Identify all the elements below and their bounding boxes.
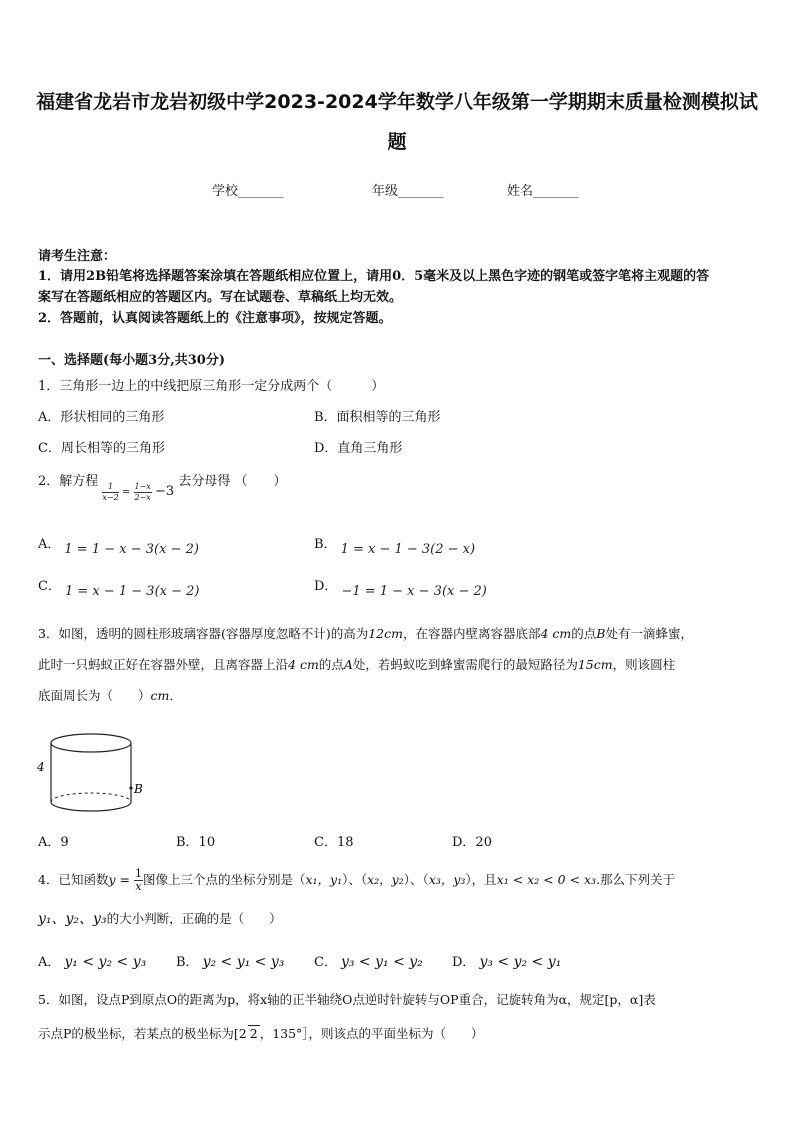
q2-option-b-label: B． [314,537,337,552]
q2-suffix: 去分母得 （ ） [178,474,287,489]
q2-option-c-math: 1 = x − 1 − 3(x − 2) [64,584,200,599]
q3-point-b: B [596,626,606,641]
q1-option-c: C．周长相等的三角形 [38,441,165,456]
q4-option-c-math: y₃ < y₁ < y₂ [340,954,423,970]
q4-text: 的大小判断，正确的是（ ） [106,911,282,926]
q2-option-d [314,575,487,599]
q2-equals: = [121,487,131,498]
q5-line1: 5．如图，设点P到原点O的距离为p，将x轴的正半轴绕O点逆时针旋转与OP重合，记旋转角为α，规定[p，α]表 [38,992,656,1007]
q1-option-a: A．形状相同的三角形 [38,410,165,425]
notice-item1a: 1．请用2B铅笔将选择题答案涂填在答题纸相应位置上，请用0．5毫米及以上黑色字迹的钢笔或签字笔将主观题的答 [38,269,710,284]
q5-text: ，135°］，则该点的平面坐标为（ ） [259,1026,484,1041]
q4-frac-den: x [135,880,142,893]
q2-option-c-label: C． [38,579,61,594]
q5-line2 [38,1024,484,1042]
q2-prefix: 2．解方程 [38,474,99,489]
q3-distance-a: 4 cm [288,657,319,672]
q3-text: 底面周长为（ ） [38,688,151,703]
cylinder-bottom-front [51,802,131,811]
notice-heading: 请考生注意： [38,249,117,264]
section-heading: 一、选择题(每小题3分,共30分) [38,353,225,368]
q4-text: 图像上三个点的坐标分别是（ [142,872,306,887]
q4-option-c [314,951,423,970]
cylinder-bottom-back [51,793,131,802]
q4-condition: x₁ < x₂ < 0 < x₃ [496,872,597,887]
figure-label-b: B [134,782,143,796]
q3-text: ，在容器内壁离容器底部 [402,626,541,641]
q2-option-c [38,575,200,599]
cylinder-figure [36,728,156,828]
q2-frac2 [134,482,152,503]
q4-point1: x₁，y₁ [305,872,343,887]
notice-item1b: 案写在答题纸相应的答题区内。写在试题卷、草稿纸上均无效。 [38,290,403,305]
q4-point3: x₃，y₃ [428,872,466,887]
q4-option-a-label: A． [38,955,61,970]
q3-option-a: A．9 [38,835,69,850]
q3-text: 的点 [571,626,597,641]
school-field: 学校_______ [212,184,284,199]
q1-stem: 1．三角形一边上的中线把原三角形一定分成两个（ ） [38,379,385,394]
q1-option-b: B．面积相等的三角形 [314,410,441,425]
q3-option-b: B．10 [176,835,216,850]
q2-equation [102,482,174,503]
q4-text: ）、（ [403,872,429,887]
q2-frac1-num: 1 [102,482,118,493]
q3-line1 [38,624,693,642]
q4-option-b [176,951,284,970]
figure-label-a: 4 [37,760,45,774]
q4-option-d-math: y₃ < y₂ < y₁ [479,954,562,970]
exam-title-line2: 题 [387,131,407,153]
q2-frac2-den: 2−x [134,493,151,502]
q4-option-b-math: y₂ < y₁ < y₃ [202,954,285,970]
q4-text: ）、（ [342,872,368,887]
q3-text: 此时一只蚂蚁正好在容器外壁，且离容器上沿 [38,657,289,672]
q3-distance-b: 4 cm [540,626,572,641]
q4-line1 [38,868,675,893]
exam-title-line1: 福建省龙岩市龙岩初级中学2023-2024学年数学八年级第一学期期末质量检测模拟试 [36,91,758,113]
name-field: 姓名_______ [507,184,579,199]
q4-option-d [452,951,561,970]
q4-option-a [38,951,146,970]
q4-option-a-math: y₁ < y₂ < y₃ [64,954,147,970]
q3-text: 3．如图，透明的圆柱形玻璃容器(容器厚度忽略不计)的高为 [38,626,369,641]
q3-text: 的点 [318,657,344,672]
q3-path-length: 15cm [577,657,613,672]
q2-option-a-math: 1 = 1 − x − 3(x − 2) [64,542,199,557]
q4-point2: x₂，y₂ [367,872,404,887]
q4-func: y = [108,872,134,887]
q4-line2 [38,908,282,928]
q2-minus3: −3 [155,484,175,499]
q3-text: 处有一滴蜂蜜， [605,626,693,641]
q4-text: 4．已知函数 [38,872,109,887]
q2-option-a-label: A． [38,537,61,552]
q2-option-b [314,533,476,557]
q3-text: 处，若蚂蚁吃到蜂蜜需爬行的最短路径为 [352,657,578,672]
q3-text: ． [169,688,182,703]
q4-option-b-label: B． [176,955,199,970]
q2-stem [38,470,287,502]
notice-item2: 2．答题前，认真阅读答题纸上的《注意事项》，按规定答题。 [38,311,392,326]
q2-frac1-den: x−2 [102,493,119,502]
q5-text: 示点P的极坐标，若某点的极坐标为[2 [38,1026,247,1041]
q4-option-d-label: D． [452,955,476,970]
q3-unit: cm [150,688,170,703]
q2-frac2-num: 1−x [134,482,151,491]
q4-text: .那么下列关于 [596,872,676,887]
q2-option-b-math: 1 = x − 1 − 3(2 − x) [340,542,476,557]
q4-frac-num: 1 [134,867,142,880]
q3-option-d: D．20 [452,835,492,850]
q2-option-d-math: −1 = 1 − x − 3(x − 2) [341,584,487,599]
q5-sqrt: 2 [249,1026,258,1041]
q2-frac1 [102,482,118,503]
q4-option-c-label: C． [314,955,337,970]
q3-line2 [38,655,675,673]
q3-line3 [38,686,182,704]
q1-option-d: D．直角三角形 [314,441,403,456]
q4-text: ），且 [465,872,497,887]
q2-option-a [38,533,199,557]
point-b-dot [129,786,132,789]
q4-frac [134,868,143,893]
q2-option-d-label: D． [314,579,338,594]
q3-height: 12cm [368,626,403,641]
cylinder-top [51,734,131,752]
q3-point-a: A [343,657,353,672]
q3-text: ，则该圆柱 [612,657,676,672]
grade-field: 年级_______ [372,184,444,199]
q3-option-c: C．18 [314,835,354,850]
q4-y-values: y₁、y₂、y₃ [38,911,107,927]
